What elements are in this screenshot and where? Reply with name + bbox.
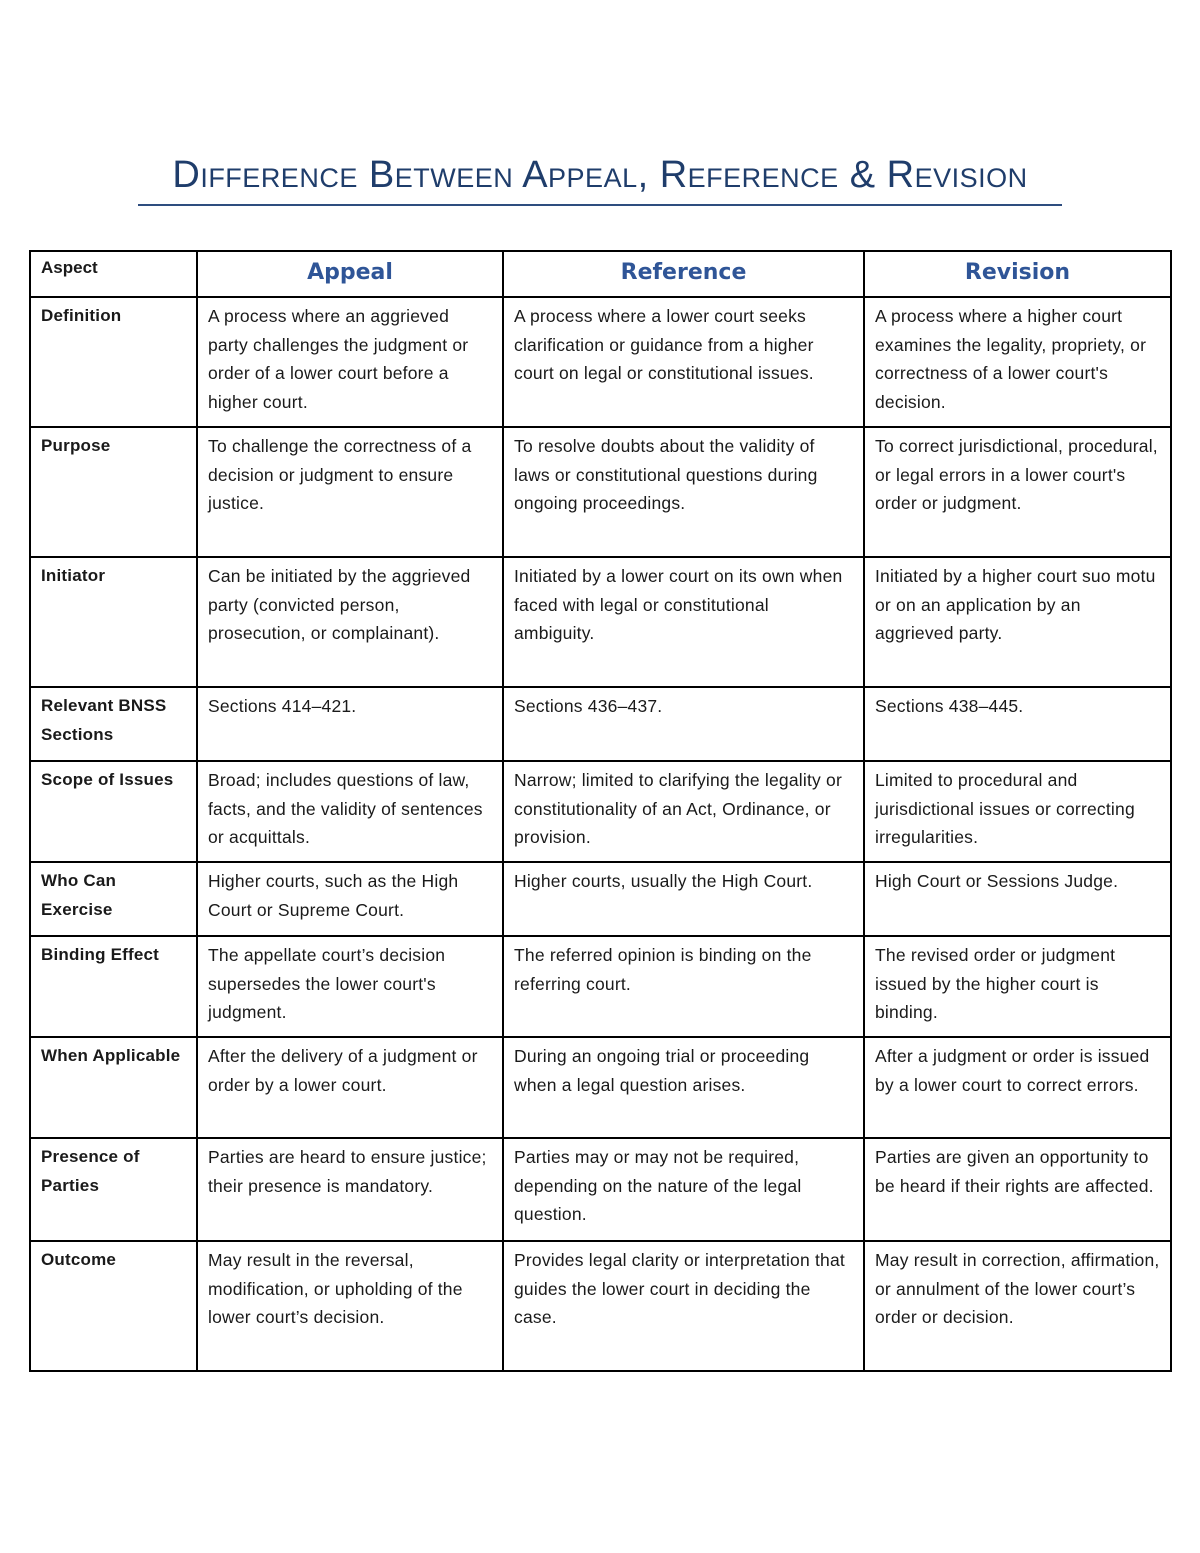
cell-reference: The referred opinion is binding on the referring court.: [503, 936, 864, 1037]
title-block: [138, 150, 1062, 206]
table-row: [30, 1138, 1171, 1241]
cell-revision: The revised order or judgment issued by the higher court is binding.: [864, 936, 1171, 1037]
cell-reference: Higher courts, usually the High Court.: [503, 862, 864, 936]
cell-appeal: May result in the reversal, modification, or upholding of the lower court’s decision.: [197, 1241, 503, 1371]
row-aspect: When Applicable: [30, 1037, 197, 1138]
cell-revision: Sections 438–445.: [864, 687, 1171, 761]
header-aspect: Aspect: [30, 251, 197, 297]
cell-appeal: After the delivery of a judgment or order by a lower court.: [197, 1037, 503, 1138]
cell-revision: Parties are given an opportunity to be heard if their rights are affected.: [864, 1138, 1171, 1241]
table-row: [30, 557, 1171, 687]
table-row: [30, 687, 1171, 761]
cell-reference: A process where a lower court seeks clarification or guidance from a higher court on legal or constitutional issues.: [503, 297, 864, 427]
cell-reference: Narrow; limited to clarifying the legality or constitutionality of an Act, Ordinance, or provision.: [503, 761, 864, 862]
row-aspect: Initiator: [30, 557, 197, 687]
cell-appeal: Parties are heard to ensure justice; their presence is mandatory.: [197, 1138, 503, 1241]
cell-appeal: Sections 414–421.: [197, 687, 503, 761]
cell-revision: High Court or Sessions Judge.: [864, 862, 1171, 936]
cell-reference: Sections 436–437.: [503, 687, 864, 761]
cell-appeal: To challenge the correctness of a decision or judgment to ensure justice.: [197, 427, 503, 557]
table-row: [30, 297, 1171, 427]
row-aspect: Outcome: [30, 1241, 197, 1371]
table-row: [30, 761, 1171, 862]
cell-revision: Limited to procedural and jurisdictional issues or correcting irregularities.: [864, 761, 1171, 862]
row-aspect: Presence of Parties: [30, 1138, 197, 1241]
table-row: [30, 862, 1171, 936]
row-aspect: Binding Effect: [30, 936, 197, 1037]
page-title: Difference Between Appeal, Reference & Revision: [172, 154, 1028, 196]
table-row: [30, 427, 1171, 557]
cell-appeal: Higher courts, such as the High Court or Supreme Court.: [197, 862, 503, 936]
header-appeal: Appeal: [197, 251, 503, 297]
cell-reference: Provides legal clarity or interpretation that guides the lower court in deciding the case.: [503, 1241, 864, 1371]
row-aspect: Relevant BNSS Sections: [30, 687, 197, 761]
title-underline: [138, 204, 1062, 206]
row-aspect: Who Can Exercise: [30, 862, 197, 936]
row-aspect: Scope of Issues: [30, 761, 197, 862]
cell-reference: During an ongoing trial or proceeding when a legal question arises.: [503, 1037, 864, 1138]
cell-revision: Initiated by a higher court suo motu or on an application by an aggrieved party.: [864, 557, 1171, 687]
header-revision: Revision: [864, 251, 1171, 297]
cell-appeal: Broad; includes questions of law, facts, and the validity of sentences or acquittals.: [197, 761, 503, 862]
cell-appeal: A process where an aggrieved party challenges the judgment or order of a lower court before a higher court.: [197, 297, 503, 427]
cell-appeal: Can be initiated by the aggrieved party (convicted person, prosecution, or complainant).: [197, 557, 503, 687]
cell-reference: Parties may or may not be required, depending on the nature of the legal question.: [503, 1138, 864, 1241]
header-reference: Reference: [503, 251, 864, 297]
cell-reference: To resolve doubts about the validity of laws or constitutional questions during ongoing proceedings.: [503, 427, 864, 557]
cell-revision: A process where a higher court examines the legality, propriety, or correctness of a lower court's decision.: [864, 297, 1171, 427]
row-aspect: Purpose: [30, 427, 197, 557]
header-row: [30, 251, 1171, 297]
table-header: [30, 251, 1171, 297]
table-row: [30, 1037, 1171, 1138]
cell-reference: Initiated by a lower court on its own when faced with legal or constitutional ambiguity.: [503, 557, 864, 687]
cell-revision: May result in correction, affirmation, or annulment of the lower court’s order or decision.: [864, 1241, 1171, 1371]
cell-revision: After a judgment or order is issued by a lower court to correct errors.: [864, 1037, 1171, 1138]
cell-appeal: The appellate court’s decision supersedes the lower court's judgment.: [197, 936, 503, 1037]
row-aspect: Definition: [30, 297, 197, 427]
table-body: [30, 297, 1171, 1371]
table-row: [30, 936, 1171, 1037]
cell-revision: To correct jurisdictional, procedural, or legal errors in a lower court's order or judgment.: [864, 427, 1171, 557]
comparison-table: [29, 250, 1172, 1372]
table-row: [30, 1241, 1171, 1371]
